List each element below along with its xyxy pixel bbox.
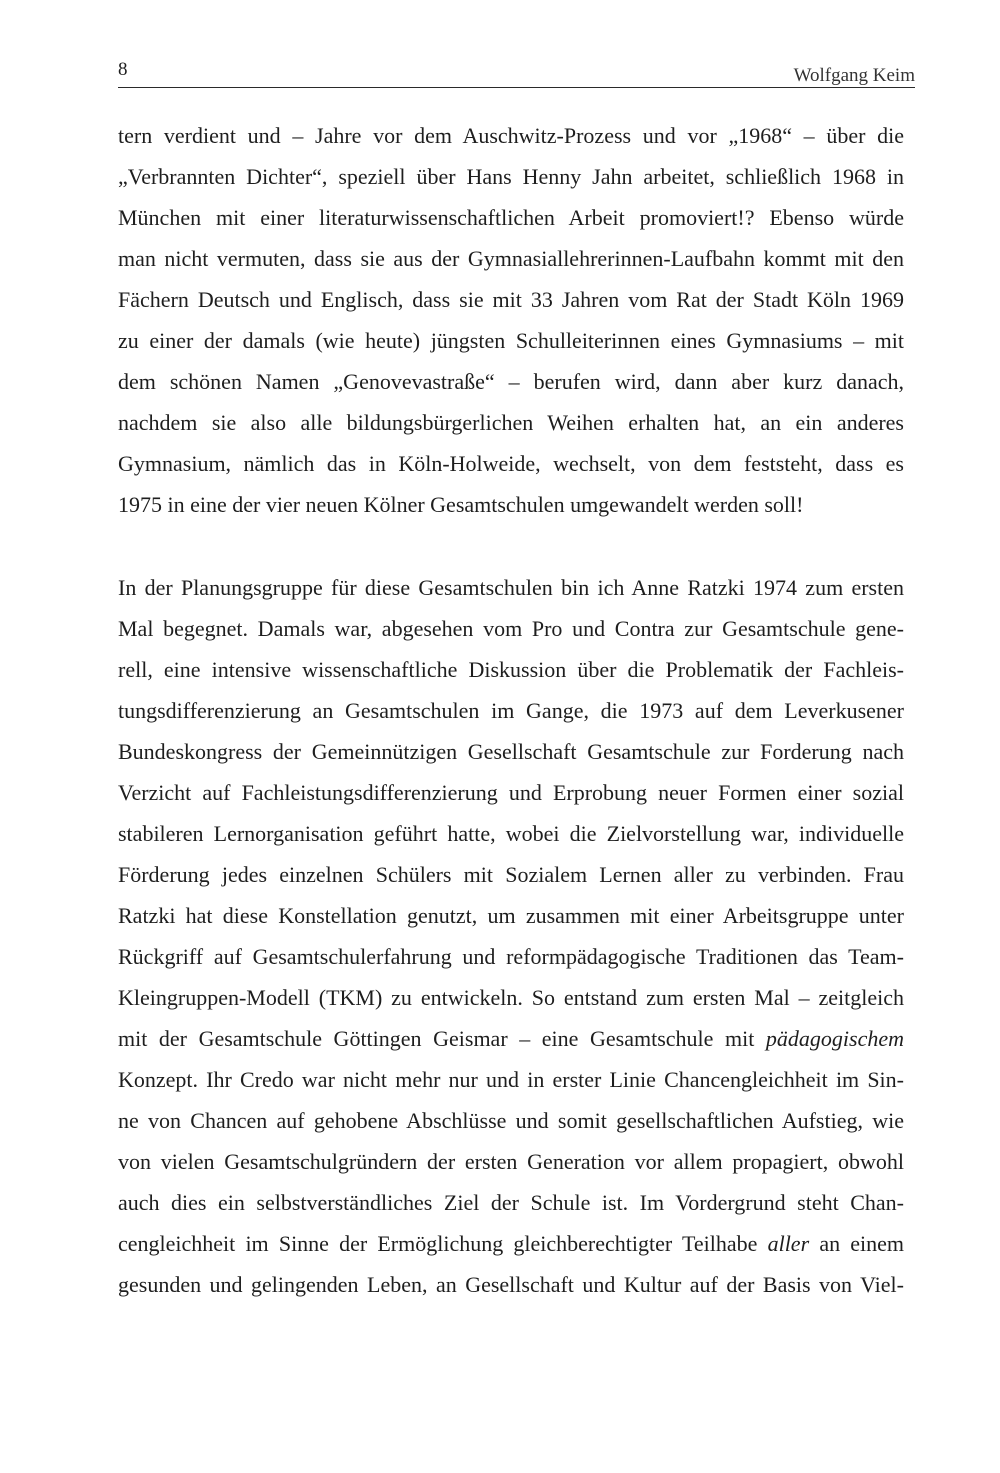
- text-line: Ratzki hat diese Konstellation genutzt, um zusammen mit einer Arbeitsgruppe unter: [118, 903, 904, 928]
- text-line: gesunden und gelingenden Leben, an Gesellschaft und Kultur auf der Basis von Viel-: [118, 1272, 904, 1297]
- text-segment: an einem: [819, 1231, 904, 1256]
- running-head: [118, 60, 915, 88]
- text-line: zu einer der damals (wie heute) jüngsten Schulleiterinnen eines Gymnasiums – mit: [118, 328, 904, 353]
- text-line: rell, eine intensive wissenschaftliche Diskussion über die Problematik der Fachleis-: [118, 657, 904, 682]
- text-line: München mit einer literaturwissenschaftlichen Arbeit promoviert!? Ebenso würde: [118, 205, 904, 230]
- running-head-author: Wolfgang Keim: [793, 65, 915, 86]
- text-line: stabileren Lernorganisation geführt hatte, wobei die Zielvorstellung war, individuelle: [118, 821, 904, 846]
- text-line: auch dies ein selbstverständliches Ziel der Schule ist. Im Vordergrund steht Chan-: [118, 1190, 904, 1215]
- text-line: Mal begegnet. Damals war, abgesehen vom Pro und Contra zur Gesamtschule gene-: [118, 616, 904, 641]
- text-line: dem schönen Namen „Genovevastraße“ – berufen wird, dann aber kurz danach,: [118, 369, 904, 394]
- text-line: [118, 1223, 904, 1264]
- text-line: Verzicht auf Fachleistungsdifferenzierung und Erprobung neuer Formen einer sozial: [118, 780, 904, 805]
- text-line: „Verbrannten Dichter“, speziell über Hans Henny Jahn arbeitet, schließlich 1968 in: [118, 164, 904, 189]
- text-line: tungsdifferenzierung an Gesamtschulen im Gange, die 1973 auf dem Leverkusener: [118, 698, 904, 723]
- text-line: In der Planungsgruppe für diese Gesamtschulen bin ich Anne Ratzki 1974 zum ersten: [118, 575, 904, 600]
- text-line: Fächern Deutsch und Englisch, dass sie mit 33 Jahren vom Rat der Stadt Köln 1969: [118, 287, 904, 312]
- text-line: Konzept. Ihr Credo war nicht mehr nur und in erster Linie Chancengleichheit im Sin-: [118, 1067, 904, 1092]
- text-line: tern verdient und – Jahre vor dem Auschwitz-Prozess und vor „1968“ – über die: [118, 123, 904, 148]
- page-number: 8: [118, 59, 128, 80]
- text-line: Gymnasium, nämlich das in Köln-Holweide, wechselt, von dem feststeht, dass es: [118, 451, 904, 476]
- text-line: Rückgriff auf Gesamtschulerfahrung und reformpädagogische Traditionen das Team-: [118, 944, 904, 969]
- text-line: von vielen Gesamtschulgründern der ersten Generation vor allem propagiert, obwohl: [118, 1149, 904, 1174]
- emphasized-word: aller: [767, 1231, 810, 1256]
- text-segment: cengleichheit im Sinne der Ermöglichung gleichberechtigter Teilhabe: [118, 1231, 758, 1256]
- text-line: ne von Chancen auf gehobene Abschlüsse und somit gesellschaftlichen Aufstieg, wie: [118, 1108, 904, 1133]
- text-line: Kleingruppen-Modell (TKM) zu entwickeln. So entstand zum ersten Mal – zeitgleich: [118, 985, 904, 1010]
- emphasized-word: pädagogischem: [765, 1026, 904, 1051]
- paragraph: [118, 567, 904, 1305]
- text-line: Förderung jedes einzelnen Schülers mit Sozialem Lernen aller zu verbinden. Frau: [118, 862, 904, 887]
- text-line: 1975 in eine der vier neuen Kölner Gesamtschulen umgewandelt werden soll!: [118, 492, 804, 517]
- text-segment: mit der Gesamtschule Göttingen Geismar – eine Gesamtschule mit: [118, 1026, 755, 1051]
- text-line: nachdem sie also alle bildungsbürgerlichen Weihen erhalten hat, an ein anderes: [118, 410, 904, 435]
- text-line: [118, 1018, 904, 1059]
- text-line: Bundeskongress der Gemeinnützigen Gesellschaft Gesamtschule zur Forderung nach: [118, 739, 904, 764]
- text-line: man nicht vermuten, dass sie aus der Gymnasiallehrerinnen-Laufbahn kommt mit den: [118, 246, 904, 271]
- paragraph: [118, 115, 904, 525]
